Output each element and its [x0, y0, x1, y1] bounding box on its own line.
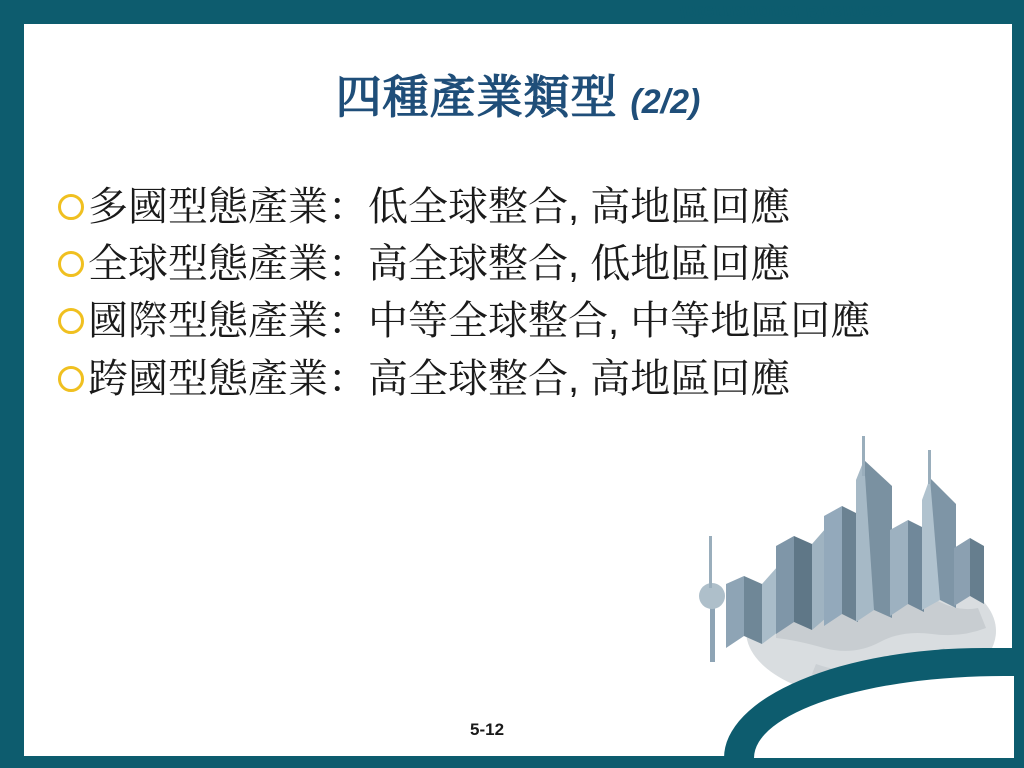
list-item-label: 國際型態產業：中等全球整合, 中等地區回應	[88, 299, 871, 344]
list-item-label: 跨國型態產業：高全球整合, 高地區回應	[88, 356, 791, 401]
list-item	[58, 354, 938, 405]
list-item-label: 全球型態產業：高全球整合, 低地區回應	[88, 242, 791, 287]
page-title-main: 四種產業類型	[335, 71, 618, 123]
circle-bullet-icon	[58, 308, 84, 334]
list-item	[58, 182, 938, 233]
page-number: 5-12	[470, 720, 505, 739]
slide-border-right	[1014, 0, 1024, 768]
circle-bullet-icon	[58, 194, 84, 220]
slide-border-left	[0, 0, 22, 768]
page-title-sub: (2/2)	[630, 83, 701, 121]
page-title	[22, 72, 1014, 123]
list-item	[58, 296, 938, 347]
slide-border-bottom	[0, 758, 1024, 768]
circle-bullet-icon	[58, 251, 84, 277]
list-item-label: 多國型態產業：低全球整合, 高地區回應	[88, 185, 791, 229]
circle-bullet-icon	[58, 366, 84, 392]
mirrored-header-text: International Business	[679, 1, 894, 22]
list-item	[58, 239, 938, 290]
bullet-list	[58, 182, 938, 411]
